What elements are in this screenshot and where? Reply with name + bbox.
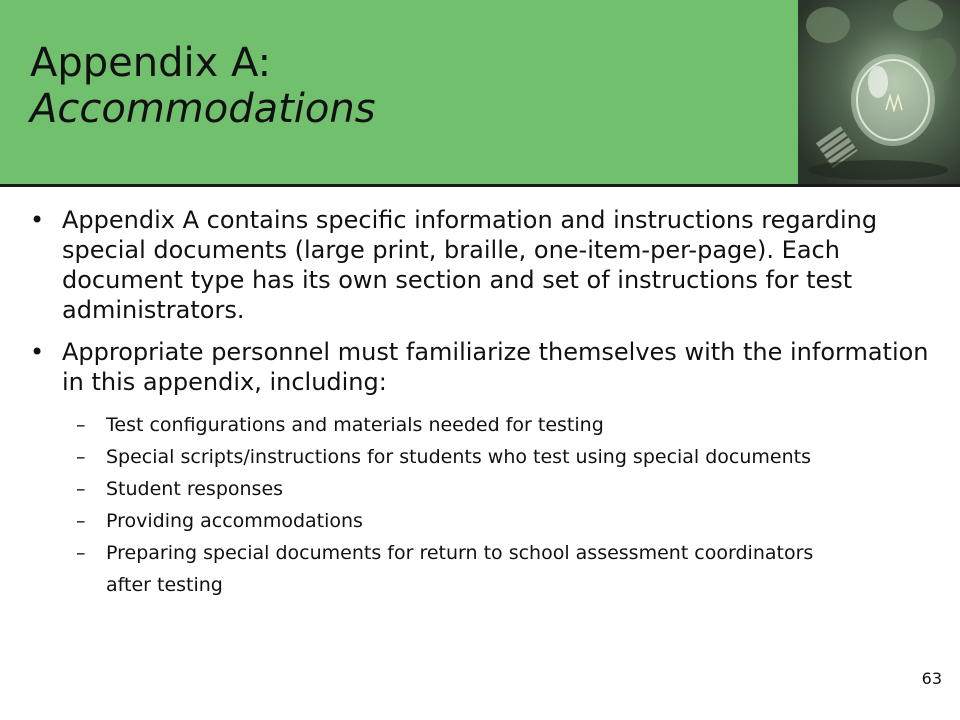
slide-body bbox=[30, 205, 930, 601]
title-line-1: Appendix A: bbox=[30, 40, 272, 86]
page-number: 63 bbox=[921, 669, 942, 688]
sub-item bbox=[76, 537, 846, 601]
sub-item-text: Providing accommodations bbox=[106, 510, 363, 532]
bullet-text: Appendix A contains specific information and instructions regarding special documents (large print, braille, one-item-per-page). Each document type has its own section and set of instructions for test administrators. bbox=[62, 206, 878, 324]
sub-item bbox=[76, 473, 846, 505]
sub-item bbox=[76, 409, 846, 441]
sub-item-text: Special scripts/instructions for students who test using special documents bbox=[106, 446, 812, 468]
sub-item bbox=[76, 441, 846, 473]
title-line-2: Accommodations bbox=[30, 86, 376, 132]
dash-icon: – bbox=[76, 542, 86, 564]
bullet-icon: • bbox=[30, 338, 45, 366]
slide-title bbox=[30, 40, 376, 132]
dash-icon: – bbox=[76, 414, 86, 436]
bullet-item bbox=[30, 337, 930, 397]
sub-item-text: Test configurations and materials needed for testing bbox=[106, 414, 604, 436]
sub-item-text: Student responses bbox=[106, 478, 284, 500]
bullet-icon: • bbox=[30, 206, 45, 234]
bullet-item bbox=[30, 205, 930, 325]
dash-icon: – bbox=[76, 446, 86, 468]
light-bulb-photo-icon bbox=[798, 0, 960, 185]
bullet-text: Appropriate personnel must familiarize themselves with the information in this appendix, including: bbox=[62, 338, 929, 396]
dash-icon: – bbox=[76, 510, 86, 532]
title-banner bbox=[0, 0, 960, 186]
sub-list bbox=[30, 409, 930, 601]
header-divider bbox=[0, 184, 960, 187]
dash-icon: – bbox=[76, 478, 86, 500]
sub-item-text: Preparing special documents for return to school assessment coordinators after testing bbox=[106, 542, 814, 596]
sub-item bbox=[76, 505, 846, 537]
